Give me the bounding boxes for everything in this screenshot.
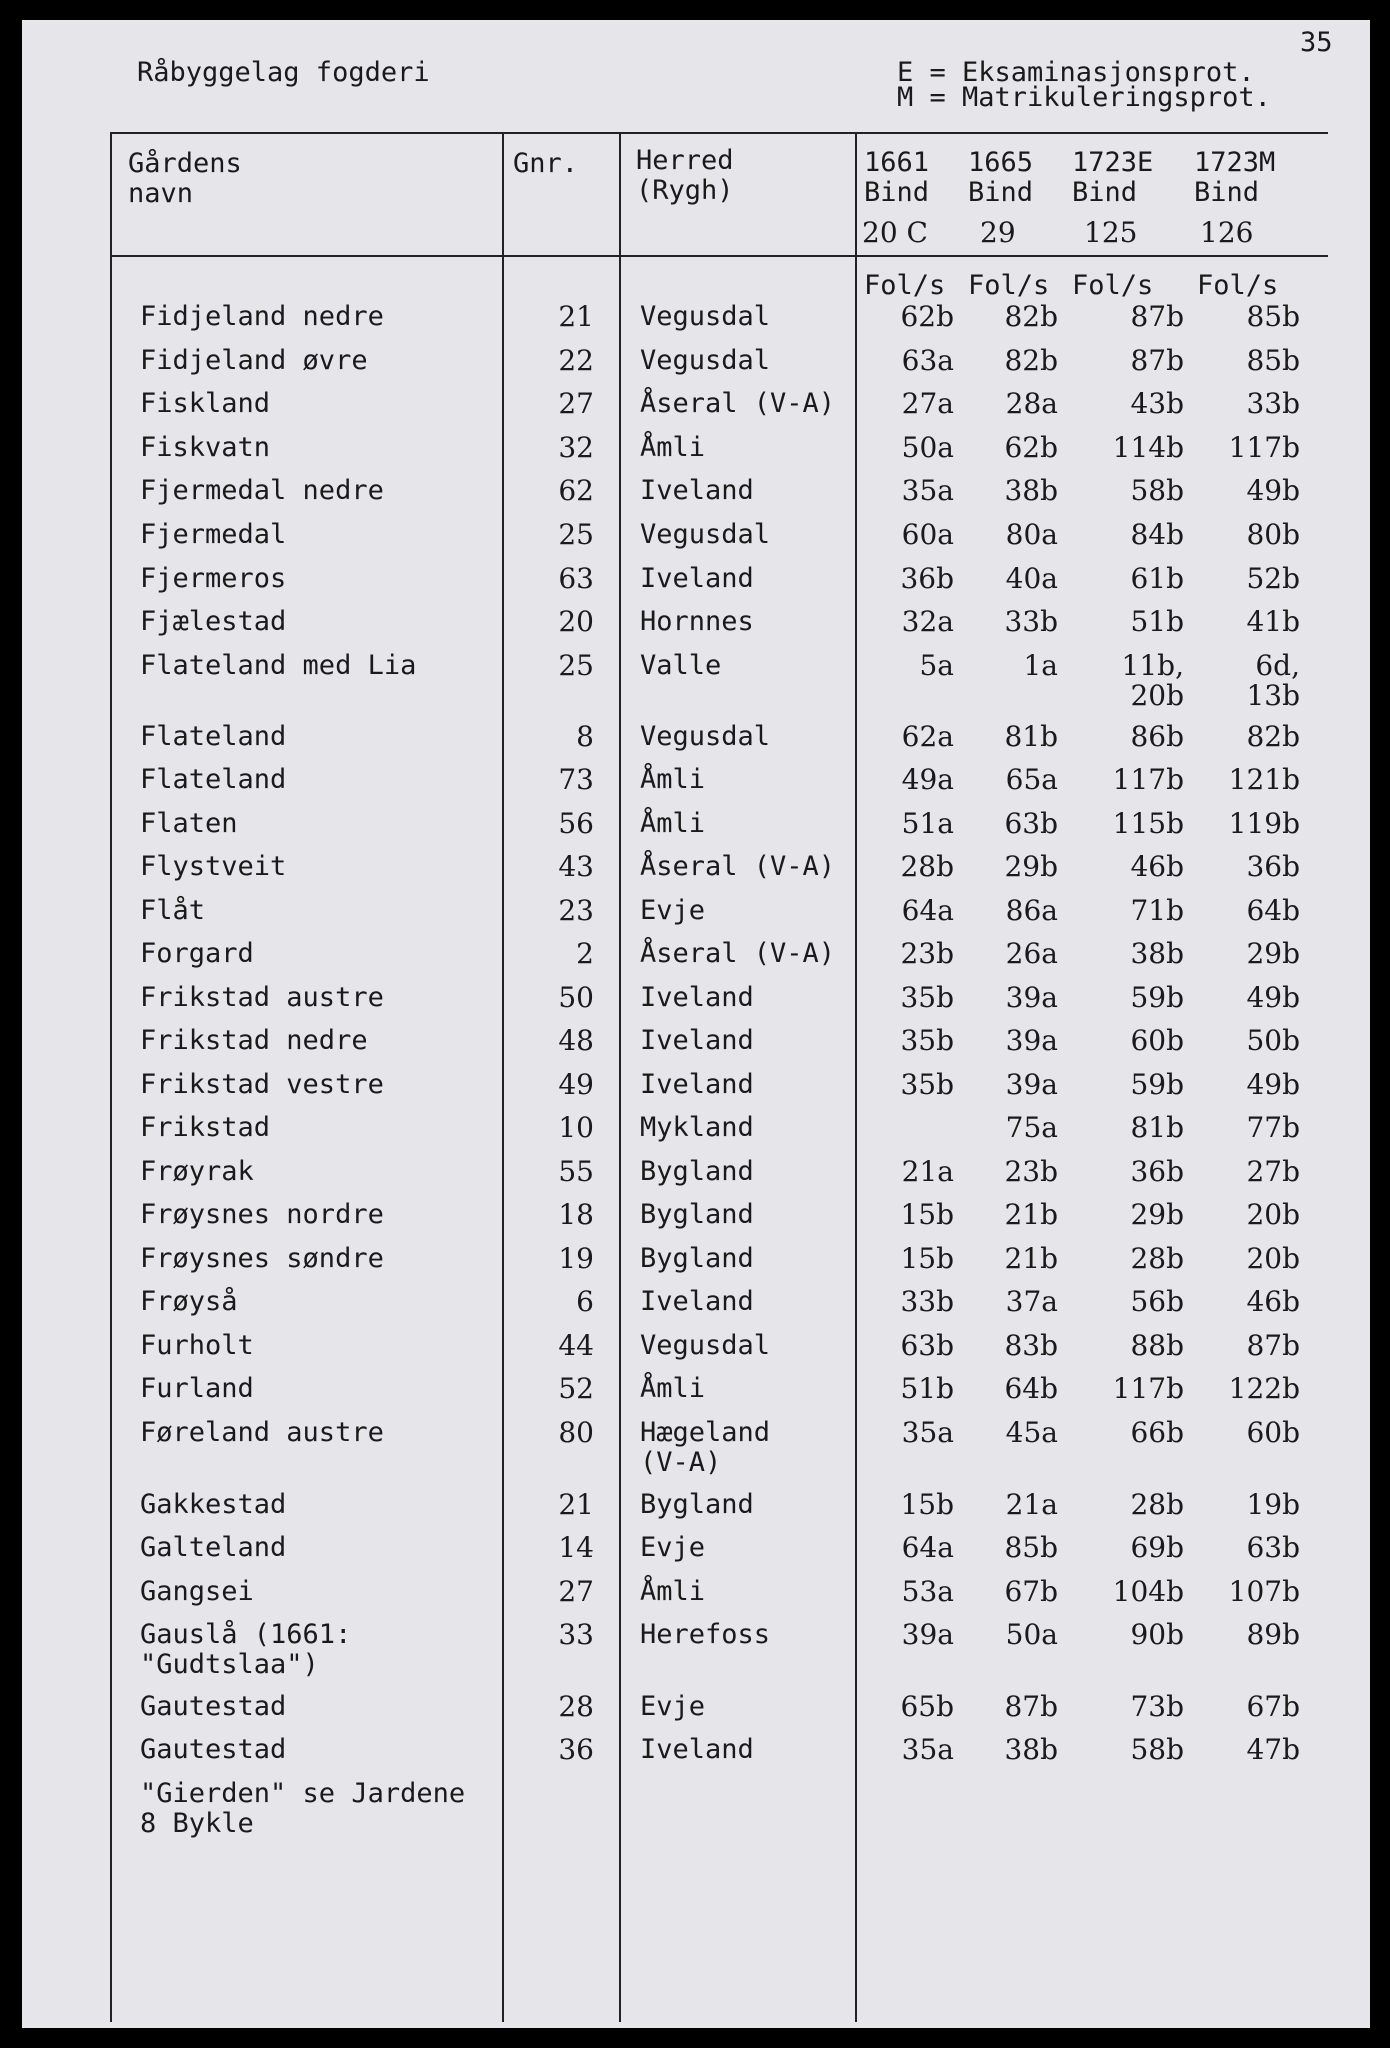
farm-gnr: 33 (558, 1618, 594, 1651)
folio-1723m: 60b (1246, 1416, 1300, 1449)
folio-1723e: 71b (1130, 894, 1184, 927)
folio-1723e: 84b (1130, 518, 1184, 551)
farm-name: Frøyrak (140, 1156, 254, 1187)
folio-1723m: 89b (1246, 1618, 1300, 1651)
farm-gnr: 21 (558, 1488, 594, 1521)
farm-gnr: 10 (558, 1111, 594, 1144)
folio-1665: 21b (1004, 1198, 1058, 1231)
farm-herred: Evje (640, 895, 706, 926)
folio-1661: 32a (901, 605, 954, 638)
farm-name: Gautestad (140, 1734, 287, 1765)
farm-gnr: 32 (558, 431, 594, 464)
farm-gnr: 48 (558, 1024, 594, 1057)
folio-1661: 35a (901, 1733, 954, 1766)
farm-herred: Åseral (V-A) (640, 388, 836, 419)
folio-1723e: 43b (1130, 387, 1184, 420)
folio-1665: 86a (1005, 894, 1058, 927)
folio-1723e: 87b (1130, 300, 1184, 333)
folio-1723m: 77b (1246, 1111, 1300, 1144)
folio-1661: 51a (901, 807, 954, 840)
folio-1723m: 29b (1246, 937, 1300, 970)
folio-1723m: 33b (1246, 387, 1300, 420)
folio-1723m: 122b (1228, 1372, 1300, 1405)
folio-1661: 15b (900, 1242, 954, 1275)
folio-1723m: 49b (1246, 981, 1300, 1014)
farm-gnr: 62 (558, 474, 594, 507)
folio-1661: 64a (901, 1531, 954, 1564)
farm-name: Gauslå (1661: "Gudtslaa") (140, 1619, 352, 1680)
col-header-herred: Herred (Rygh) (636, 145, 734, 206)
folio-1661: 5a (919, 649, 954, 682)
farm-gnr: 25 (558, 649, 594, 682)
folio-1723e: 59b (1130, 981, 1184, 1014)
folio-1723m: 119b (1228, 807, 1300, 840)
folio-1723e: 11b, 20b (1121, 649, 1184, 712)
farm-gnr: 22 (558, 344, 594, 377)
folio-1661: 35a (901, 474, 954, 507)
col-header-1723m: 1723M Bind (1194, 147, 1276, 208)
farm-herred: Evje (640, 1532, 706, 1563)
folio-1723m: 107b (1228, 1575, 1300, 1608)
farm-gnr: 43 (558, 850, 594, 883)
folio-1665: 39a (1005, 1024, 1058, 1057)
folio-1723m: 121b (1228, 763, 1300, 796)
farm-name: "Gierden" se Jardene 8 Bykle (140, 1778, 466, 1839)
folio-1665: 62b (1004, 431, 1058, 464)
farm-name: Fjermedal nedre (140, 475, 384, 506)
folio-1665: 38b (1004, 474, 1058, 507)
farm-gnr: 63 (558, 562, 594, 595)
farm-herred: Iveland (640, 1286, 754, 1317)
folio-1661: 53a (901, 1575, 954, 1608)
folio-1723e: 58b (1130, 1733, 1184, 1766)
folio-1723m: 50b (1246, 1024, 1300, 1057)
folio-1723m: 20b (1246, 1198, 1300, 1231)
folio-1661: 51b (900, 1372, 954, 1405)
folio-1723m: 80b (1246, 518, 1300, 551)
folio-1723m: 46b (1246, 1285, 1300, 1318)
folio-1665: 80a (1005, 518, 1058, 551)
folio-1723e: 28b (1130, 1488, 1184, 1521)
farm-gnr: 20 (558, 605, 594, 638)
farm-name: Gautestad (140, 1691, 287, 1722)
folio-1661: 63a (901, 344, 954, 377)
folio-1665: 83b (1004, 1329, 1058, 1362)
farm-name: Frikstad vestre (140, 1069, 384, 1100)
folio-1665: 37a (1005, 1285, 1058, 1318)
folio-1723e: 66b (1130, 1416, 1184, 1449)
folio-1665: 21b (1004, 1242, 1058, 1275)
farm-name: Gangsei (140, 1576, 254, 1607)
folio-1665: 23b (1004, 1155, 1058, 1188)
folio-1723m: 27b (1246, 1155, 1300, 1188)
farm-gnr: 50 (558, 981, 594, 1014)
folio-1665: 29b (1004, 850, 1058, 883)
farm-herred: Iveland (640, 1734, 754, 1765)
folio-1723e: 104b (1112, 1575, 1184, 1608)
farm-herred: Vegusdal (640, 721, 771, 752)
folio-1723m: 36b (1246, 850, 1300, 883)
farm-gnr: 44 (558, 1329, 594, 1362)
farm-name: Flateland med Lia (140, 650, 417, 681)
herred-column-right-rule (855, 132, 857, 2022)
folio-1723e: 87b (1130, 344, 1184, 377)
folio-1723m: 49b (1246, 1068, 1300, 1101)
farm-herred: Bygland (640, 1156, 754, 1187)
document-page (22, 20, 1370, 2028)
farm-gnr: 19 (558, 1242, 594, 1275)
farm-name: Frøysnes nordre (140, 1199, 384, 1230)
fol-1723e: Fol/s (1072, 270, 1154, 301)
farm-gnr: 55 (558, 1155, 594, 1188)
folio-1723e: 59b (1130, 1068, 1184, 1101)
page-number: 35 (1300, 27, 1333, 58)
folio-1723e: 29b (1130, 1198, 1184, 1231)
col-header-1723e: 1723E Bind (1072, 147, 1154, 208)
legend-m: M = Matrikuleringsprot. (897, 82, 1271, 113)
bind-1723m: 126 (1200, 216, 1254, 249)
folio-1665: 21a (1005, 1488, 1058, 1521)
folio-1723e: 73b (1130, 1690, 1184, 1723)
bind-1665: 29 (980, 216, 1016, 249)
folio-1665: 33b (1004, 605, 1058, 638)
folio-1661: 15b (900, 1488, 954, 1521)
farm-herred: Herefoss (640, 1619, 771, 1650)
folio-1723e: 28b (1130, 1242, 1184, 1275)
farm-herred: Hornnes (640, 606, 754, 637)
farm-name: Fidjeland nedre (140, 301, 384, 332)
folio-1723e: 117b (1112, 1372, 1184, 1405)
farm-herred: Åmli (640, 808, 706, 839)
folio-1723e: 115b (1112, 807, 1184, 840)
folio-1723m: 85b (1246, 344, 1300, 377)
farm-herred: Mykland (640, 1112, 754, 1143)
farm-gnr: 28 (558, 1690, 594, 1723)
folio-1661: 39a (901, 1618, 954, 1651)
folio-1665: 67b (1004, 1575, 1058, 1608)
col-header-1661: 1661 Bind (864, 147, 930, 208)
folio-1723e: 58b (1130, 474, 1184, 507)
farm-gnr: 80 (558, 1416, 594, 1449)
farm-gnr: 27 (558, 1575, 594, 1608)
folio-1661: 33b (900, 1285, 954, 1318)
folio-1665: 26a (1005, 937, 1058, 970)
farm-name: Fidjeland øvre (140, 345, 368, 376)
farm-name: Frøyså (140, 1286, 238, 1317)
farm-herred: Vegusdal (640, 519, 771, 550)
farm-gnr: 14 (558, 1531, 594, 1564)
folio-1661: 35b (900, 1024, 954, 1057)
folio-1723m: 19b (1246, 1488, 1300, 1521)
folio-1665: 28a (1005, 387, 1058, 420)
col-header-name: Gårdens navn (128, 148, 242, 209)
farm-name: Frøysnes søndre (140, 1243, 384, 1274)
folio-1723m: 85b (1246, 300, 1300, 333)
farm-gnr: 25 (558, 518, 594, 551)
folio-1723e: 88b (1130, 1329, 1184, 1362)
farm-herred: Valle (640, 650, 722, 681)
folio-1665: 63b (1004, 807, 1058, 840)
farm-name: Føreland austre (140, 1417, 384, 1448)
name-column-left-rule (110, 132, 112, 2022)
farm-herred: Bygland (640, 1199, 754, 1230)
header-top-rule (110, 132, 1328, 134)
folio-1723m: 67b (1246, 1690, 1300, 1723)
folio-1665: 38b (1004, 1733, 1058, 1766)
folio-1723e: 61b (1130, 562, 1184, 595)
folio-1661: 28b (900, 850, 954, 883)
farm-gnr: 56 (558, 807, 594, 840)
bind-1723e: 125 (1084, 216, 1138, 249)
farm-gnr: 8 (576, 720, 594, 753)
folio-1665: 85b (1004, 1531, 1058, 1564)
fol-1665: Fol/s (968, 270, 1050, 301)
farm-name: Fiskland (140, 388, 271, 419)
folio-1665: 40a (1005, 562, 1058, 595)
farm-herred: Åmli (640, 1373, 706, 1404)
folio-1723e: 36b (1130, 1155, 1184, 1188)
folio-1723e: 117b (1112, 763, 1184, 796)
folio-1723m: 117b (1228, 431, 1300, 464)
folio-1661: 23b (900, 937, 954, 970)
folio-1665: 1a (1023, 649, 1058, 682)
fol-1661: Fol/s (864, 270, 946, 301)
farm-gnr: 49 (558, 1068, 594, 1101)
folio-1665: 81b (1004, 720, 1058, 753)
farm-herred: Åmli (640, 1576, 706, 1607)
folio-1661: 63b (900, 1329, 954, 1362)
header-bottom-rule (110, 255, 1328, 257)
farm-name: Galteland (140, 1532, 287, 1563)
col-header-1665: 1665 Bind (968, 147, 1034, 208)
farm-herred: Åmli (640, 432, 706, 463)
farm-herred: Vegusdal (640, 1330, 771, 1361)
folio-1661: 36b (900, 562, 954, 595)
folio-1665: 39a (1005, 981, 1058, 1014)
farm-herred: Iveland (640, 1025, 754, 1056)
gnr-column-right-rule (619, 132, 621, 2022)
farm-name: Flystveit (140, 851, 287, 882)
page-title: Råbyggelag fogderi (137, 57, 430, 88)
bind-1661: 20 C (862, 216, 928, 249)
folio-1661: 49a (901, 763, 954, 796)
farm-name: Flaten (140, 808, 238, 839)
folio-1661: 15b (900, 1198, 954, 1231)
folio-1661: 21a (901, 1155, 954, 1188)
folio-1723m: 20b (1246, 1242, 1300, 1275)
farm-herred: Evje (640, 1691, 706, 1722)
farm-name: Fjælestad (140, 606, 287, 637)
farm-gnr: 2 (576, 937, 594, 970)
farm-herred: Bygland (640, 1489, 754, 1520)
folio-1665: 39a (1005, 1068, 1058, 1101)
folio-1723e: 51b (1130, 605, 1184, 638)
folio-1661: 35b (900, 1068, 954, 1101)
farm-gnr: 27 (558, 387, 594, 420)
folio-1661: 62b (900, 300, 954, 333)
farm-name: Furholt (140, 1330, 254, 1361)
folio-1661: 65b (900, 1690, 954, 1723)
farm-herred: Hægeland (V-A) (640, 1417, 771, 1478)
farm-herred: Iveland (640, 982, 754, 1013)
folio-1723e: 69b (1130, 1531, 1184, 1564)
farm-gnr: 52 (558, 1372, 594, 1405)
farm-name: Furland (140, 1373, 254, 1404)
folio-1661: 35a (901, 1416, 954, 1449)
folio-1723m: 41b (1246, 605, 1300, 638)
folio-1723e: 46b (1130, 850, 1184, 883)
farm-herred: Bygland (640, 1243, 754, 1274)
folio-1723e: 81b (1130, 1111, 1184, 1144)
farm-name: Frikstad austre (140, 982, 384, 1013)
folio-1665: 45a (1005, 1416, 1058, 1449)
folio-1665: 82b (1004, 300, 1058, 333)
folio-1665: 75a (1005, 1111, 1058, 1144)
farm-gnr: 18 (558, 1198, 594, 1231)
folio-1723e: 90b (1130, 1618, 1184, 1651)
farm-name: Flateland (140, 721, 287, 752)
folio-1661: 27a (901, 387, 954, 420)
folio-1723m: 52b (1246, 562, 1300, 595)
farm-gnr: 23 (558, 894, 594, 927)
folio-1723e: 86b (1130, 720, 1184, 753)
farm-gnr: 21 (558, 300, 594, 333)
farm-name: Forgard (140, 938, 254, 969)
folio-1723m: 49b (1246, 474, 1300, 507)
farm-gnr: 73 (558, 763, 594, 796)
farm-herred: Åseral (V-A) (640, 938, 836, 969)
farm-gnr: 6 (576, 1285, 594, 1318)
folio-1723m: 47b (1246, 1733, 1300, 1766)
folio-1665: 65a (1005, 763, 1058, 796)
farm-name: Gakkestad (140, 1489, 287, 1520)
farm-name: Fjermeros (140, 563, 287, 594)
folio-1665: 82b (1004, 344, 1058, 377)
farm-name: Flateland (140, 764, 287, 795)
farm-herred: Vegusdal (640, 345, 771, 376)
folio-1723e: 60b (1130, 1024, 1184, 1057)
folio-1665: 50a (1005, 1618, 1058, 1651)
folio-1661: 35b (900, 981, 954, 1014)
col-header-gnr: Gnr. (513, 148, 579, 179)
name-column-right-rule (502, 132, 504, 2022)
folio-1723e: 114b (1112, 431, 1184, 464)
farm-herred: Åseral (V-A) (640, 851, 836, 882)
farm-name: Flåt (140, 895, 206, 926)
farm-herred: Iveland (640, 563, 754, 594)
folio-1723m: 82b (1246, 720, 1300, 753)
folio-1661: 60a (901, 518, 954, 551)
farm-name: Frikstad nedre (140, 1025, 368, 1056)
fol-1723m: Fol/s (1197, 270, 1279, 301)
folio-1723e: 56b (1130, 1285, 1184, 1318)
farm-herred: Vegusdal (640, 301, 771, 332)
folio-1661: 62a (901, 720, 954, 753)
folio-1723m: 63b (1246, 1531, 1300, 1564)
folio-1665: 87b (1004, 1690, 1058, 1723)
folio-1665: 64b (1004, 1372, 1058, 1405)
folio-1723m: 87b (1246, 1329, 1300, 1362)
farm-name: Fiskvatn (140, 432, 271, 463)
farm-herred: Iveland (640, 475, 754, 506)
farm-name: Frikstad (140, 1112, 271, 1143)
folio-1723m: 6d, 13b (1246, 649, 1300, 712)
folio-1723m: 64b (1246, 894, 1300, 927)
farm-name: Fjermedal (140, 519, 287, 550)
folio-1723e: 38b (1130, 937, 1184, 970)
farm-herred: Iveland (640, 1069, 754, 1100)
folio-1661: 64a (901, 894, 954, 927)
legend-e: E = Eksaminasjonsprot. (897, 57, 1255, 88)
folio-1661: 50a (901, 431, 954, 464)
farm-herred: Åmli (640, 764, 706, 795)
farm-gnr: 36 (558, 1733, 594, 1766)
